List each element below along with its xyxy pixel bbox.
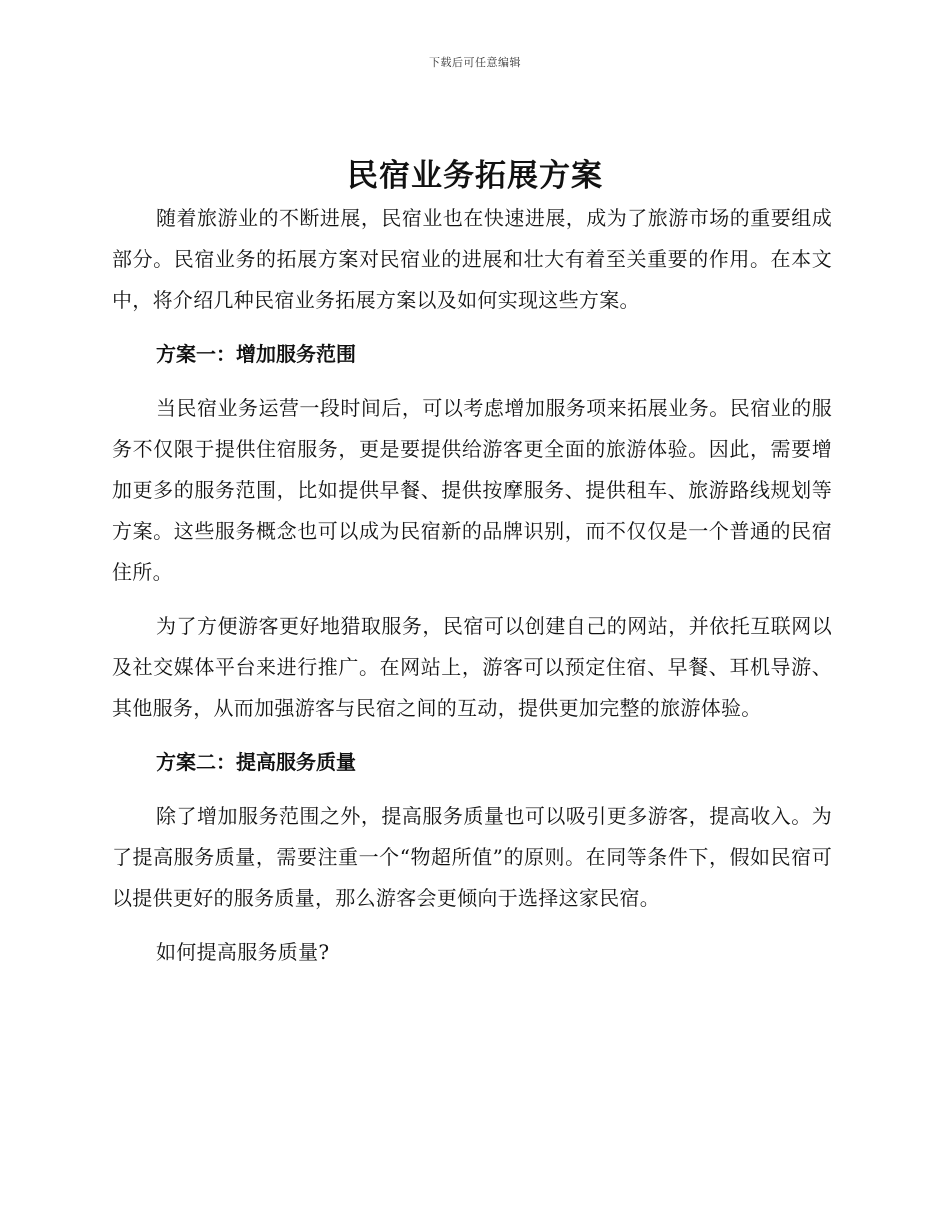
section2-paragraph-1: 除了增加服务范围之外，提高服务质量也可以吸引更多游客，提高收入。为了提高服务质量，需要注重一个“物超所值”的原则。在同等条件下，假如民宿可以提供更好的服务质量，那么游客会更倾向于选择这家民宿。 xyxy=(112,804,832,910)
intro-paragraph: 随着旅游业的不断进展，民宿业也在快速进展，成为了旅游市场的重要组成部分。民宿业务的拓展方案对民宿业的进展和壮大有着至关重要的作用。在本文中，将介绍几种民宿业务拓展方案以及如何实现这些方案。 xyxy=(112,206,832,312)
section2-paragraph-2: 如何提高服务质量? xyxy=(156,940,330,964)
document-body xyxy=(112,198,832,973)
section1-paragraph-1: 当民宿业务运营一段时间后，可以考虑增加服务项来拓展业务。民宿业的服务不仅限于提供住宿服务，更是要提供给游客更全面的旅游体验。因此，需要增加更多的服务范围，比如提供早餐、提供按摩服务、提供租车、旅游路线规划等方案。这些服务概念也可以成为民宿新的品牌识别，而不仅仅是一个普通的民宿住所。 xyxy=(112,396,832,584)
header-note: 下载后可任意编辑 xyxy=(429,56,521,69)
section-heading-1: 方案一：增加服务范围 xyxy=(156,342,356,366)
section1-paragraph-2: 为了方便游客更好地猎取服务，民宿可以创建自己的网站，并依托互联网以及社交媒体平台来进行推广。在网站上，游客可以预定住宿、早餐、耳机导游、其他服务，从而加强游客与民宿之间的互动，提供更加完整的旅游体验。 xyxy=(112,614,832,720)
section-heading-2: 方案二：提高服务质量 xyxy=(156,750,356,774)
document-title: 民宿业务拓展方案 xyxy=(347,158,603,194)
